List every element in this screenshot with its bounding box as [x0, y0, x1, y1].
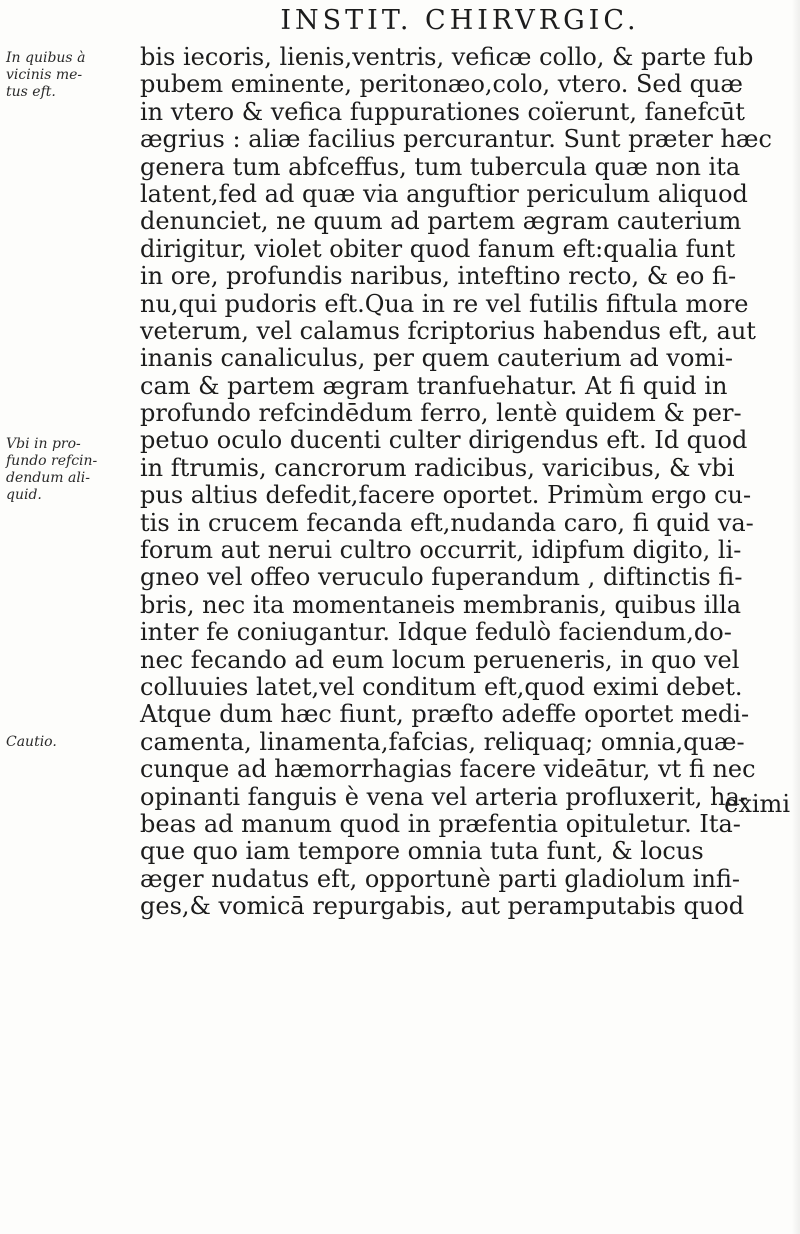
body-line: bis iecoris, lienis,ventris, veficæ collo, & parte fub	[140, 43, 754, 71]
marginal-note-line: Vbi in pro-	[6, 436, 81, 452]
body-line: veterum, vel calamus fcriptorius habendus eft, aut	[140, 316, 756, 345]
body-line: æger nudatus eft, opportunè parti gladiolum infi-	[140, 864, 741, 893]
body-line: Atque dum hæc fiunt, præfto adeffe oportet medi-	[140, 700, 750, 729]
body-line: latent,fed ad quæ via anguftior periculum aliquod	[140, 179, 748, 208]
body-line: beas ad manum quod in præfentia opituletur. Ita-	[140, 809, 741, 838]
marginal-note-line: vicinis me-	[6, 67, 83, 83]
marginal-note-1	[6, 50, 130, 101]
marginal-note-line: fundo refcin-	[6, 453, 98, 469]
body-line: nec fecando ad eum locum perueneris, in quo vel	[140, 645, 740, 674]
body-line: denunciet, ne quum ad partem ægram cauterium	[140, 207, 742, 236]
body-line: camenta, linamenta,fafcias, reliquaq; omnia,quæ-	[140, 727, 745, 756]
marginal-note-line: Cautio.	[6, 734, 57, 750]
body-line: genera tum abfceffus, tum tubercula quæ non ita	[140, 152, 741, 181]
body-line: dirigitur, violet obiter quod fanum eft:qualia funt	[140, 234, 736, 263]
body-line: ægrius : aliæ facilius percurantur. Sunt præter hæc	[140, 125, 772, 154]
marginal-note-line: In quibus à	[6, 50, 86, 66]
catchword: eximi	[724, 790, 790, 818]
body-line: in vtero & vefica fuppurationes coïerunt, fanefcūt	[140, 97, 745, 126]
body-line: forum aut nerui cultro occurrit, idipfum digito, li-	[140, 536, 742, 565]
body-line: ges,& vomicā repurgabis, aut peramputabis quod	[140, 892, 745, 921]
body-line: profundo refcindēdum ferro, lentè quidem & per-	[140, 399, 742, 428]
body-line: inter fe coniugantur. Idque fedulò faciendum,do-	[140, 618, 732, 647]
body-line: pubem eminente, peritonæo,colo, vtero. Sed quæ	[140, 70, 743, 99]
body-line: cunque ad hæmorrhagias facere videātur, vt fi nec	[140, 755, 756, 784]
body-line: tis in crucem fecanda eft,nudanda caro, fi quid va-	[140, 508, 754, 537]
body-line: in ftrumis, cancrorum radicibus, varicibus, & vbi	[140, 453, 735, 482]
body-line: nu,qui pudoris eft.Qua in re vel futilis fiftula more	[140, 289, 749, 318]
marginal-note-line: dendum ali-	[6, 470, 90, 486]
body-line: bris, nec ita momentaneis membranis, quibus illa	[140, 590, 742, 619]
marginal-note-2	[6, 436, 130, 504]
body-text	[140, 44, 780, 921]
body-line: petuo oculo ducenti culter dirigendus eft. Id quod	[140, 426, 748, 455]
body-line: colluuies latet,vel conditum eft,quod eximi debet.	[140, 672, 743, 701]
marginal-note-line: quid.	[6, 487, 42, 503]
running-head: INSTIT. CHIRVRGIC.	[280, 5, 640, 36]
body-line: opinanti fanguis è vena vel arteria profluxerit, ha-	[140, 782, 748, 811]
page-edge-shadow	[792, 0, 800, 1234]
body-line: cam & partem ægram tranfuehatur. At fi quid in	[140, 371, 728, 400]
body-line: in ore, profundis naribus, inteftino recto, & eo fi-	[140, 262, 737, 291]
marginal-note-line: tus eft.	[6, 84, 56, 100]
marginal-note-3	[6, 734, 130, 751]
body-line: inanis canaliculus, per quem cauterium ad vomi-	[140, 344, 733, 373]
body-line: pus altius defedit,facere oportet. Primùm ergo cu-	[140, 481, 752, 510]
body-line: gneo vel offeo veruculo fuperandum , diftinctis fi-	[140, 563, 743, 592]
body-line: que quo iam tempore omnia tuta funt, & locus	[140, 837, 704, 866]
